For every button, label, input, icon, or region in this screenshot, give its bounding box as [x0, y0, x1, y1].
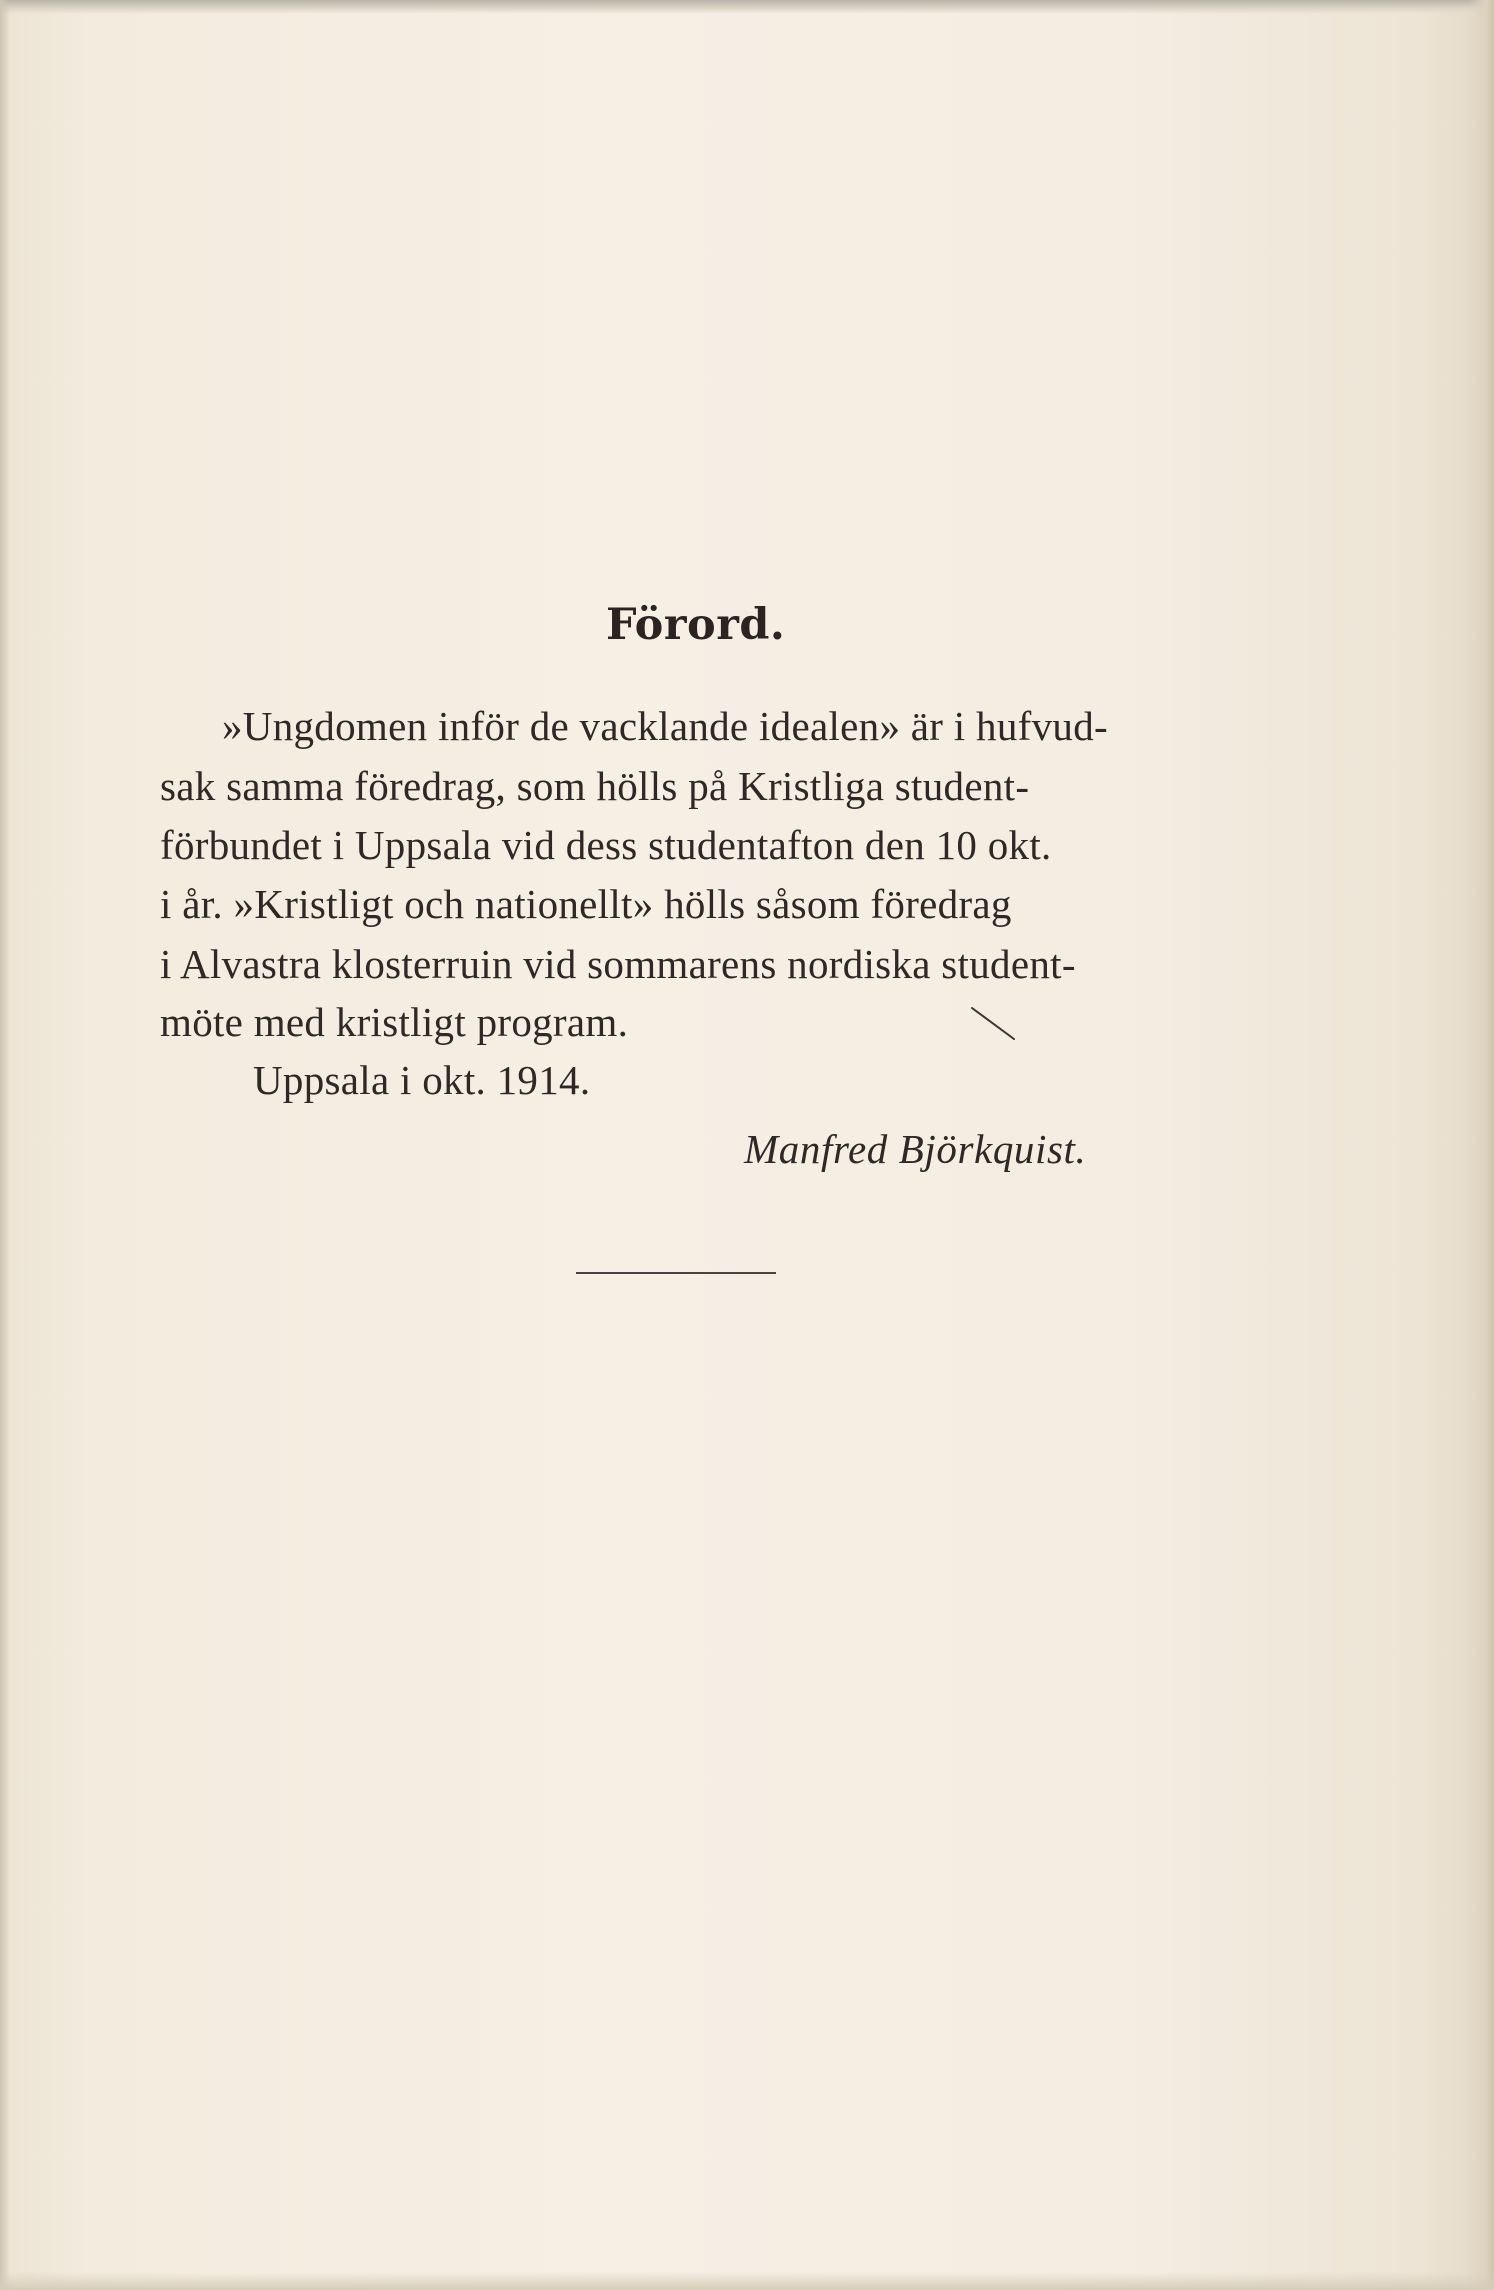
paragraph-line-5: i Alvastra klosterruin vid sommarens nordiska student-: [160, 941, 1076, 987]
paragraph-line-4: i år. »Kristligt och nationellt» hölls såsom föredrag: [160, 881, 1012, 927]
page-left-edge: [0, 0, 10, 2290]
author-signature: Manfred Björkquist.: [744, 1126, 1087, 1172]
page-right-edge: [1468, 0, 1494, 2290]
paragraph-line-6: möte med kristligt program.: [160, 999, 629, 1045]
paragraph-line-2: sak samma föredrag, som hölls på Kristliga student-: [160, 763, 1030, 809]
paragraph-line-3: förbundet i Uppsala vid dess studentafton den 10 okt.: [160, 822, 1052, 868]
page-bottom-edge: [0, 2272, 1494, 2290]
paragraph-line-1: »Ungdomen inför de vacklande idealen» är i hufvud-: [222, 703, 1108, 749]
place-date-line: Uppsala i okt. 1914.: [253, 1057, 591, 1103]
page-heading: Förord.: [606, 600, 786, 650]
pen-mark: [970, 1005, 1020, 1045]
page-top-edge: [0, 0, 1494, 14]
horizontal-rule: [576, 1272, 776, 1274]
